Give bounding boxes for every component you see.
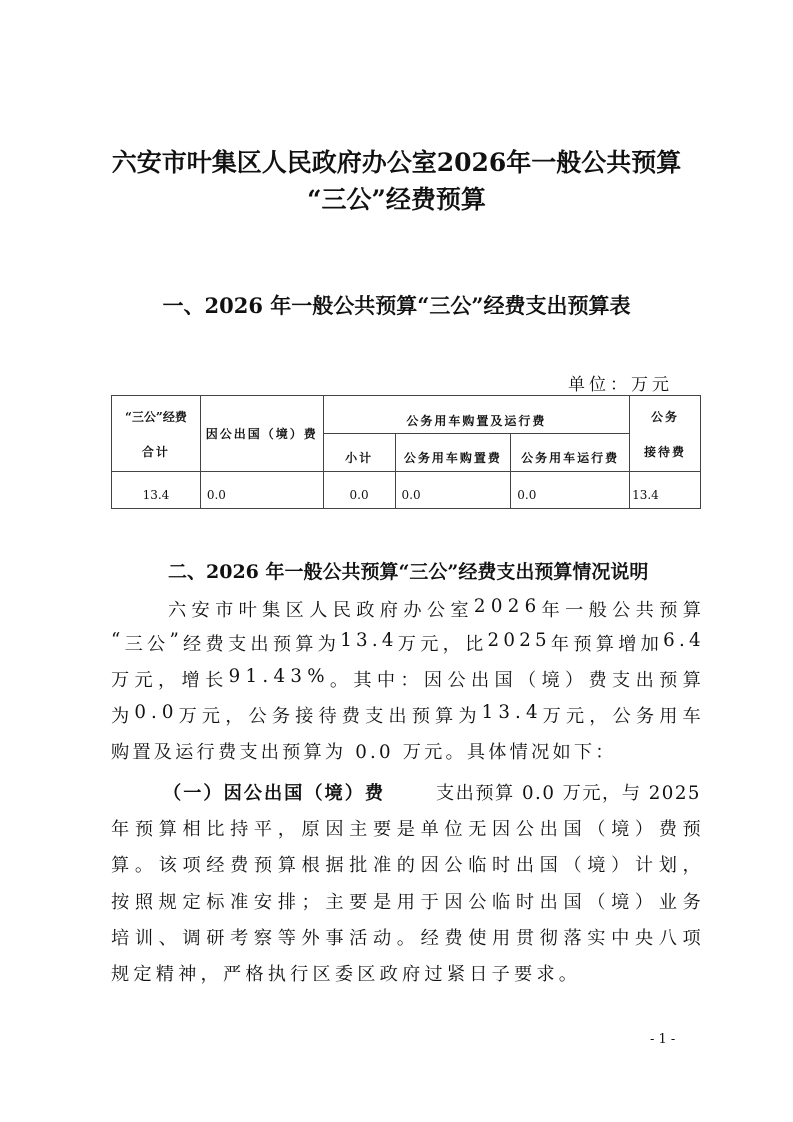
section1-heading: 一、2026 年一般公共预算“三公”经费支出预算表	[162, 293, 631, 318]
header-vehicle-group: 公务用车购置及运行费	[323, 396, 629, 434]
para1-line: “ 三 公 ” 经 费 支 出 预 算 为 1 3 . 4 万 元 ， 比 2 0 2 5 年 预 算 增 加 6 . 4	[111, 630, 701, 655]
header-total-line2: 合计	[141, 444, 170, 459]
para2-line: 按 照 规 定 标 准 安 排 ； 主 要 是 用 于 因 公 临 时 出 国 （ 境 ） 业 务	[111, 892, 701, 913]
header-reception-line1: 公务	[651, 409, 680, 424]
document-title-line2: “三公”经费预算	[307, 185, 486, 214]
header-reception	[630, 396, 701, 472]
cell-vehicle-purchase: 0.0	[395, 472, 511, 509]
table-row	[112, 472, 701, 509]
para2-line: 年 预 算 相 比 持 平 ， 原 因 主 要 是 单 位 无 因 公 出 国 （ 境 ） 费 预	[111, 819, 701, 840]
para2-line: 算 。 该 项 经 费 预 算 根 据 批 准 的 因 公 临 时 出 国 （ 境 ） 计 划 ，	[111, 855, 701, 876]
header-vehicle-operation: 公务用车运行费	[511, 434, 630, 472]
para2-line: 规定精神，严格执行区委区政府过紧日子要求。	[111, 964, 582, 985]
cell-total: 13.4	[112, 472, 201, 509]
budget-table	[111, 395, 701, 509]
para1-line: 六 安 市 叶 集 区 人 民 政 府 办 公 室 2 0 2 6 年 一 般 公 共 预 算	[168, 596, 701, 621]
document-title-line1: 六安市叶集区人民政府办公室2026年一般公共预算	[111, 148, 682, 177]
para1-line: 万 元 ， 增 长 9 1 . 4 3 % 。 其 中 ： 因 公 出 国 （ 境 ） 费 支 出 预 算	[111, 666, 701, 691]
unit-label: 单位：万元	[568, 375, 673, 395]
header-total-line1: “三公”经费	[125, 409, 187, 424]
header-vehicle-purchase: 公务用车购置费	[395, 434, 511, 472]
cell-abroad: 0.0	[200, 472, 323, 509]
header-abroad: 因公出国（境）费	[200, 396, 323, 472]
para2-bold-lead: （一）因公出国（境）费	[163, 783, 386, 804]
header-reception-line2: 接待费	[644, 444, 687, 459]
para1-line: 购置及运行费支出预算为 0.0 万元。具体情况如下：	[111, 742, 617, 763]
cell-reception: 13.4	[630, 472, 701, 509]
para2-line: 培 训 、 调 研 考 察 等 外 事 活 动 。 经 费 使 用 贯 彻 落 实 中 央 八 项	[111, 928, 701, 949]
header-total	[112, 396, 201, 472]
para2-line: 支出预算 0.0 万元，与 2025	[435, 783, 701, 804]
cell-vehicle-operation: 0.0	[511, 472, 630, 509]
header-subtotal: 小计	[323, 434, 395, 472]
para1-line: 为 0 . 0 万 元 ， 公 务 接 待 费 支 出 预 算 为 1 3 . 4 万 元 ， 公 务 用 车	[111, 702, 701, 727]
section2-heading: 二、2026 年一般公共预算“三公”经费支出预算情况说明	[168, 561, 649, 583]
page-number: - 1 -	[650, 1032, 676, 1047]
cell-subtotal: 0.0	[323, 472, 395, 509]
